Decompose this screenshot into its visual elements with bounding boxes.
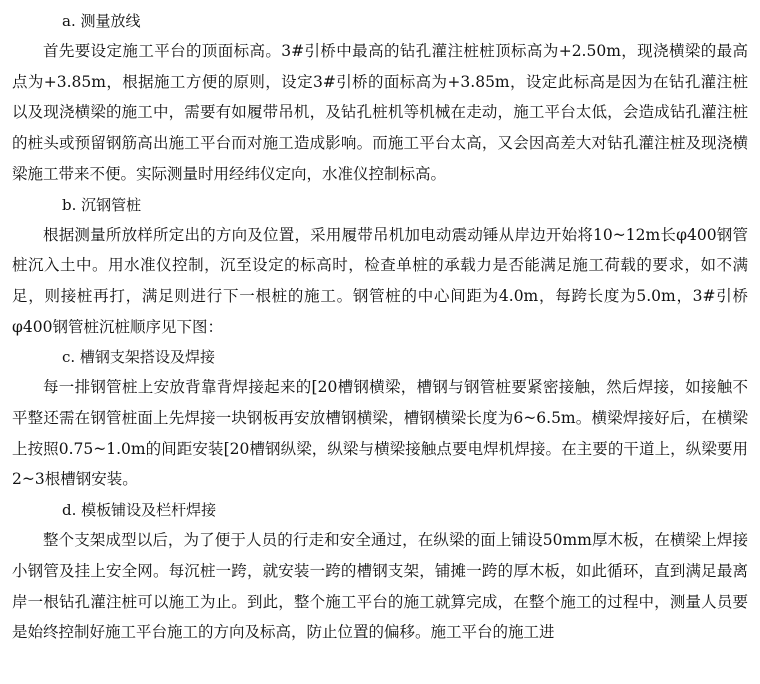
section-heading-c: c. 槽钢支架搭设及焊接	[62, 348, 215, 367]
section-paragraph-a: 首先要设定施工平台的顶面标高。3#引桥中最高的钻孔灌注桩桩顶标高为+2.50m，现浇横梁的最高点为+3.85m，根据施工方便的原则，设定3#引桥的面标高为+3.85m，设定此标高是因为在钻孔灌注桩以及现浇横梁的施工中，需要有如履带吊机，及钻孔桩机等机械在走动，施工平台太低，会造成钻孔灌注桩的桩头或预留钢筋高出施工平台而对施工造成影响。而施工平台太高，又会因高差大对钻孔灌注桩及现浇横梁施工带来不便。实际测量时用经纬仪定向，水准仪控制标高。	[12, 42, 748, 183]
section-paragraph-b: 根据测量所放样所定出的方向及位置，采用履带吊机加电动震动锤从岸边开始将10~12m长φ400钢管桩沉入土中。用水准仪控制，沉至设定的标高时，检查单桩的承载力是否能满足施工荷载的要求，如不满足，则接桩再打，满足则进行下一根桩的施工。钢管桩的中心间距为4.0m，每跨长度为5.0m，3#引桥φ400钢管桩沉桩顺序见下图：	[12, 225, 748, 336]
section-heading-b: b. 沉钢管桩	[62, 195, 142, 214]
section-heading-a: a. 测量放线	[62, 12, 141, 30]
section-heading-d: d. 模板铺设及栏杆焊接	[62, 501, 217, 520]
section-paragraph-c: 每一排钢管桩上安放背靠背焊接起来的[20槽钢横梁，槽钢与钢管桩要紧密接触，然后焊接，如接触不平整还需在钢管桩面上先焊接一块钢板再安放槽钢横梁，槽钢横梁长度为6~6.5m。横梁焊接好后，在横梁上按照0.75~1.0m的间距安装[20槽钢纵梁，纵梁与横梁接触点要电焊机焊接。在主要的干道上，纵梁要用2~3根槽钢安装。	[12, 378, 748, 489]
section-paragraph-d: 整个支架成型以后，为了便于人员的行走和安全通过，在纵梁的面上铺设50mm厚木板，在横梁上焊接小钢管及挂上安全网。每沉桩一跨，就安装一跨的槽钢支架，铺摊一跨的厚木板，如此循环，直到满足最离岸一根钻孔灌注桩可以施工为止。到此，整个施工平台的施工就算完成，在整个施工的过程中，测量人员要是始终控制好施工平台施工的方向及标高，防止位置的偏移。施工平台的施工进	[12, 531, 748, 642]
